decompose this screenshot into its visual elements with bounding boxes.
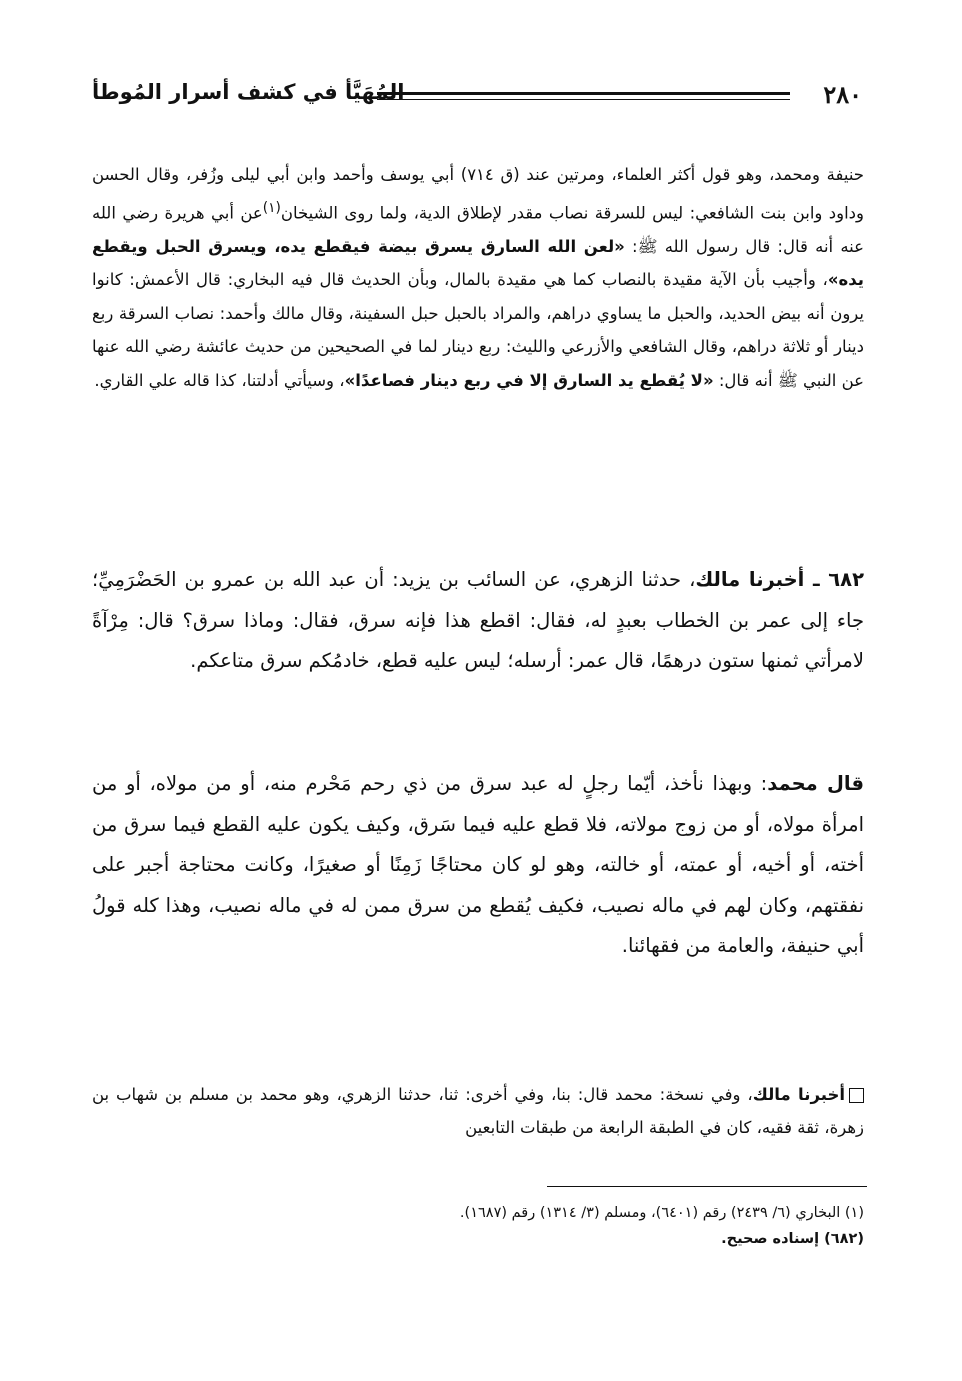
book-title: المُهَيَّأ في كشف أسرار المُوطأ [92,80,405,104]
explanatory-note [92,1078,864,1144]
footnote-1: (١) البخاري (٦/ ٢٤٣٩) رقم (٦٤٠١)، ومسلم (٣/ ١٣١٤) رقم (١٦٨٧). [459,1205,864,1221]
commentary-intro: حنيفة ومحمد، وهو قول أكثر العلماء، ومرتين عند (ق ٧١٤) أبي يوسف وأحمد وابن أبي ليلى وزُفر، وقال الحسن وداود وابن بنت الشافعي: ليس للسرقة نصاب مقدر لإطلاق الدية، ولما روى الشيخان [92,165,864,222]
header-rule [377,92,790,100]
hadith-quote-2: «لا يُقطع يد السارق إلا في ربع دينار فصاعدًا» [344,370,714,390]
muhammad-paragraph [92,764,864,967]
muhammad-text: : وبهذا نأخذ، أيّما رجلٍ له عبد سرق من ذي رحم مَحْرم منه، أو من مولاه، أو من امرأة مولاه، أو من زوج مولاته، فلا قطع عليه فيما سَرق، وكيف يكون عليه القطع فيما سرق من أخته، أو أخيه، أو عمته، أو خالته، وهو لو كان محتاجًا زَمِنًا أو صغيرًا، وكانت محتاجة أجبر على نفقتهم، وكان لهم في ماله نصيب، فكيف يُقطع من سرق ممن له في ماله نصيب، وهذا كله قولُ أبي حنيفة، والعامة من فقهائنا. [92,772,864,957]
note-label: أخبرنا مالك [752,1085,845,1104]
footnote-separator [547,1186,867,1187]
page-header [92,78,862,118]
commentary-paragraph [92,158,864,397]
footnotes [92,1200,864,1252]
commentary-cont1: عن أبي هريرة رضي الله عنه أنه قال: قال رسول الله ﷺ: [92,203,864,256]
commentary-cont2: ، وأجيب بأن الآية مقيدة بالنصاب كما هي مقيدة بالمال، وبأن الحديث قال فيه البخاري: قال الأعمش: كانوا يرون أنه بيض الحديد، والحبل ما يساوي دراهم، والمراد بالحبل حبل السفينة، وقال مالك وأحمد: نصاب السرقة ربع دينار أو ثلاثة دراهم، وقال الشافعي والأزرعي والليث: ربع دينار لما في الصحيحين من حديث عائشة رضي الله عنها عن النبي ﷺ أنه قال: [92,270,864,390]
note-text: ، وفي نسخة: محمد قال: بنا، وفي أخرى: ثنا، حدثنا الزهري، وهو محمد بن مسلم بن شهاب بن زهرة، ثقة فقيه، كان في الطبقة الرابعة من طبقات التابعين [92,1085,864,1137]
hadith-682 [92,560,864,682]
footnote-ref: (١) [262,199,281,216]
hadith-text: ، حدثنا الزهري، عن السائب بن يزيد: أن عبد الله بن عمرو بن الحَضْرَمِيِّ؛ جاء إلى عمر بن الخطاب بعبدٍ له، فقال: اقطع هذا فإنه سرق، فقال: وماذا سرق؟ قال: مِرْآةً لامرأتي ثمنها ستون درهمًا، قال عمر: أرسله؛ ليس عليه قطع، خادمُكم سرق متاعكم. [92,568,864,672]
hadith-quote-1: «لعن الله السارق يسرق بيضة فيقطع يده، ويسرق الحبل ويقطع يده» [92,236,864,289]
page-number: ٢٨٠ [823,80,862,109]
muhammad-label: قال محمد [767,772,864,795]
hadith-number-label: ٦٨٢ ـ أخبرنا مالك [695,568,864,591]
square-marker-icon [849,1088,864,1103]
footnote-682: (٦٨٢) إسناده صحيح. [721,1231,864,1247]
commentary-cont3: ، وسيأتي أدلتنا، كذا قاله علي القاري. [94,370,345,390]
